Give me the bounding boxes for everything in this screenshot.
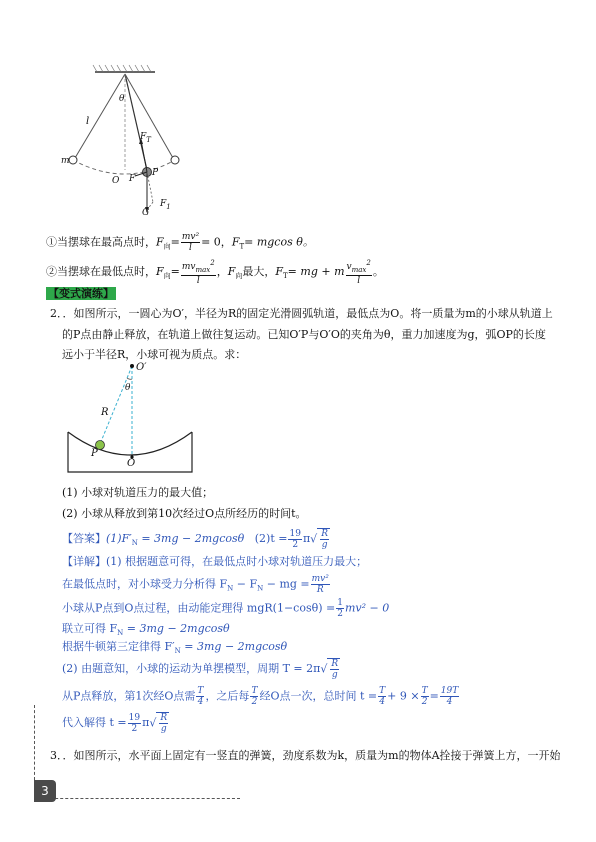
detail-1: 【详解】(1) 根据题意可得，在最低点时小球对轨道压力最大； — [62, 555, 368, 568]
detail-5: 根据牛顿第三定律得 $F'_N = 3mg - 2mgcos\theta$ — [62, 640, 288, 656]
section-tag: 【变式演练】 — [48, 287, 114, 300]
detail-3: 小球从P点到O点过程，由动能定理得 mgR(1−cosθ) = $\frac{1}{2}$ mv² − 0 — [62, 598, 390, 619]
question-1: (1) 小球对轨道压力的最大值； — [62, 486, 214, 499]
detail-4: 联立可得 $F_N = 3mg - 2mgcos\theta$ — [62, 622, 230, 638]
detail-6: (2) 由题意知，小球的运动为单摆模型，周期 T = 2π√ $\frac{R}{g}$ — [62, 659, 339, 680]
F1-label: $F_1$ — [160, 199, 171, 211]
footer-dash-line — [40, 798, 240, 799]
problem2-line1: 2．．如图所示，一圆心为O′，半径为R的固定光滑圆弧轨道，最低点为O。将一质量为m的小球从轨道上 — [50, 307, 553, 320]
length-label: l — [86, 116, 90, 127]
O-label-fig1: O — [112, 176, 120, 186]
theta-label: θ — [119, 94, 125, 104]
detail-8: 代入解得 t = $\frac{19}{2}$ π√ $\frac{R}{g}$ — [62, 712, 168, 734]
pendulum-figure — [55, 60, 195, 225]
tension-label: $F_T$ — [140, 132, 151, 144]
fig2-R: R — [101, 407, 109, 418]
fig2-O: O — [127, 458, 136, 469]
note-1: ①当摆球在最高点时，$F_向=$ $\frac{\text{mv²}}{l}$ = 0，$F_T= mgcos$ θ。 — [46, 232, 314, 253]
note-2: ②当摆球在最低点时，$F_向=$ $\frac{mv_{max}^2}{l}$ ，$F_向$最大，$F_T=$ mg + m $\frac{v_{max}^2}{l}$ 。 — [46, 259, 384, 286]
problem2-line3: 远小于半径R，小球可视为质点。求： — [62, 348, 247, 361]
fig2-theta: θ — [125, 383, 131, 393]
answer-line: 【答案】$(1)F'_N = 3mg - 2mgcos\theta$ (2)t = $\frac{19}{2}$ π√ $\frac{R}{g}$ — [62, 528, 328, 550]
problem2-line2: 的P点由静止释放，在轨道上做往复运动。已知O′P与O′O的夹角为θ，重力加速度为g，弧OP的长度 — [62, 328, 546, 341]
detail-2: 在最低点时，对小球受力分析得 $F_N - F_N$ − mg = $\frac{\text{mv²}}{R}$ — [62, 574, 329, 595]
page-number: 3 — [34, 780, 56, 802]
mass-label: m — [61, 156, 70, 166]
detail-7: 从P点释放，第1次经O点需 $\frac{T}{4}$ ，之后每 $\frac{T}{2}$ 经O点一次，总时间 t = $\frac{T}{4}$ + 9 × $\frac{T}{2}$ = $\frac{19T}{4}$ — [62, 686, 459, 707]
question-2: (2) 小球从释放到第10次经过O点所经历的时间t。 — [62, 507, 307, 520]
P-label-fig1: P — [152, 168, 159, 178]
problem3-line1: 3．．如图所示，水平面上固定有一竖直的弹簧，劲度系数为k，质量为m的物体A拴接于弹簧上方，一开始 — [50, 749, 561, 762]
fig2-O-prime: O′ — [136, 362, 147, 373]
gravity-label: G — [142, 208, 150, 218]
margin-dash-line — [34, 705, 35, 780]
force-label: F — [129, 174, 136, 184]
fig2-P: P — [91, 448, 98, 459]
